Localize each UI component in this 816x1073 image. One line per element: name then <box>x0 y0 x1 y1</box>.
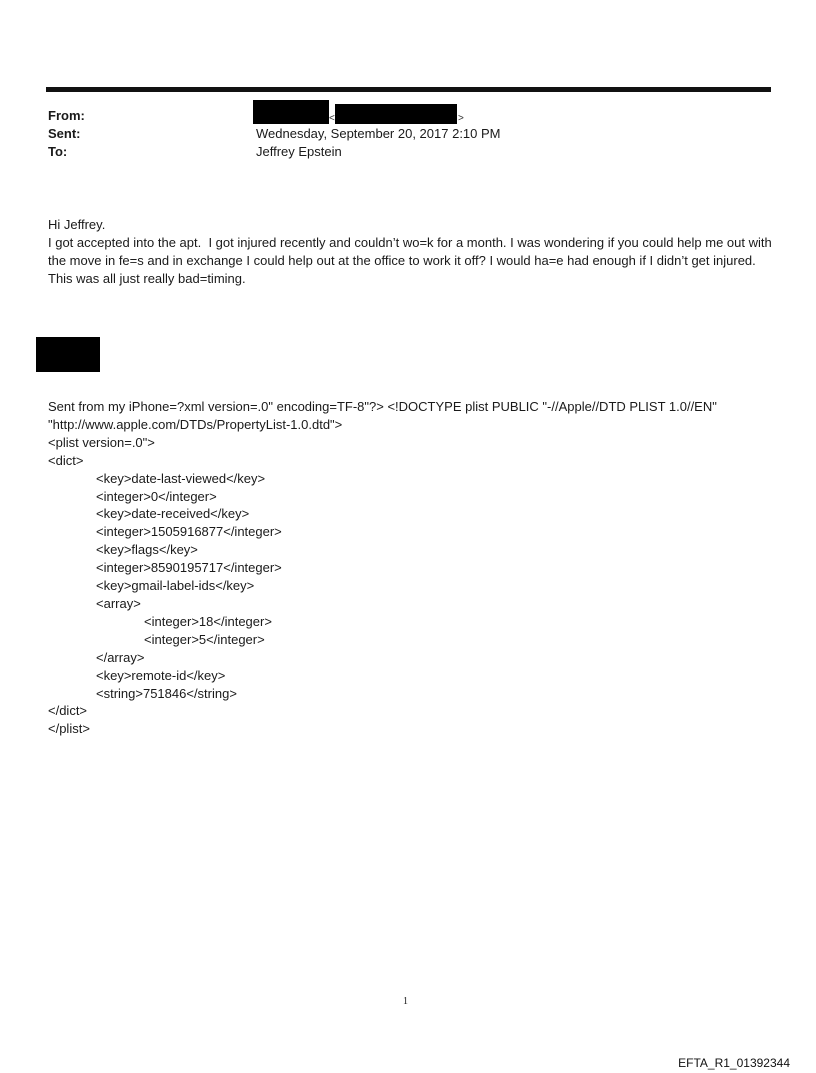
plist-line: "http://www.apple.com/DTDs/PropertyList-1.0.dtd"> <box>48 416 343 432</box>
plist-line: </dict> <box>48 703 88 719</box>
plist-line: <array> <box>96 595 141 611</box>
message-text: I got accepted into the apt. I got injured recently and couldn’t wo=k for a month. I was wondering if you could help me out with the move in fe=s and in exchange I could help out at the office to work it off? I would ha=e had enough if I didn’t get injured. This was all just really bad=timing. <box>48 235 776 286</box>
plist-line: <integer>8590195717</integer> <box>96 560 282 576</box>
plist-line: <key>date-received</key> <box>96 506 250 522</box>
bates-number: EFTA_R1_01392344 <box>678 1056 790 1070</box>
plist-line: Sent from my iPhone=?xml version=.0" encoding=TF-8"?> <!DOCTYPE plist PUBLIC "-//Apple//DTD PLIST 1.0//EN" <box>48 399 717 414</box>
sender-close-bracket: > <box>458 113 464 124</box>
plist-line: <integer>1505916877</integer> <box>96 524 282 540</box>
plist-line: <dict> <box>48 452 84 468</box>
sender-open-bracket: < <box>329 113 335 124</box>
redacted-sender-name <box>253 100 329 124</box>
plist-line: <integer>0</integer> <box>96 488 217 504</box>
plist-line: <key>gmail-label-ids</key> <box>96 578 255 594</box>
plist-line: <integer>18</integer> <box>144 613 272 629</box>
greeting-text: Hi Jeffrey. <box>48 217 106 232</box>
header-rule <box>46 87 771 92</box>
sent-value: Wednesday, September 20, 2017 2:10 PM <box>256 126 501 141</box>
plist-line: <key>date-last-viewed</key> <box>96 470 266 486</box>
plist-line: <key>remote-id</key> <box>96 667 226 683</box>
redacted-sender-email <box>335 104 457 124</box>
sent-label: Sent: <box>48 126 81 141</box>
plist-line: <integer>5</integer> <box>144 631 265 647</box>
to-label: To: <box>48 144 68 159</box>
plist-line: </plist> <box>48 721 90 737</box>
page-number: 1 <box>403 996 408 1007</box>
plist-block <box>48 398 717 738</box>
plist-line: <plist version=.0"> <box>48 434 155 450</box>
redacted-signature <box>36 337 100 372</box>
plist-line: <key>flags</key> <box>96 542 198 558</box>
to-value: Jeffrey Epstein <box>256 144 342 159</box>
plist-line: </array> <box>96 649 145 665</box>
plist-line: <string>751846</string> <box>96 685 237 701</box>
from-label: From: <box>48 108 85 123</box>
